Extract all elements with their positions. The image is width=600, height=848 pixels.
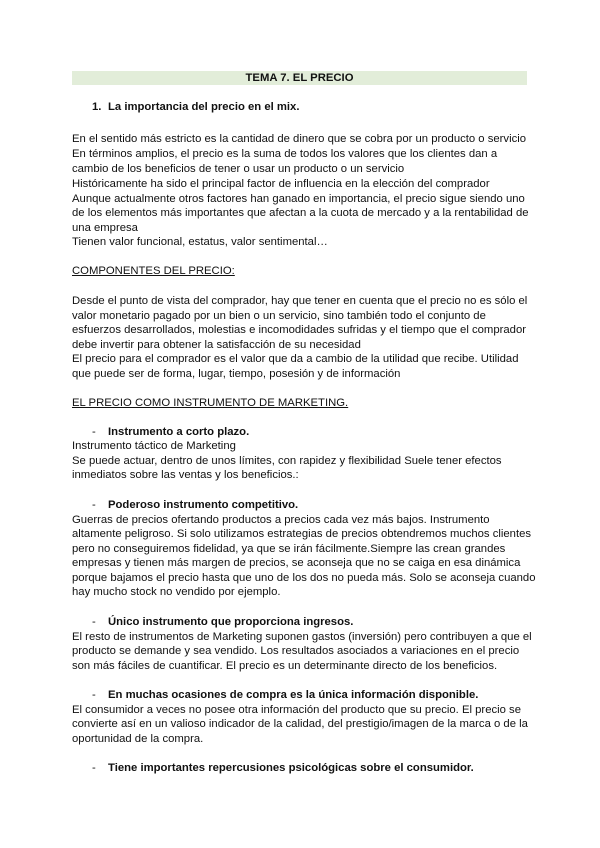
paragraph-line: debe invertir para obtener la satisfacción de su necesidad <box>72 339 361 351</box>
paragraph-line: inmediatos sobre las ventas y los beneficios.: <box>72 469 299 481</box>
paragraph-line: empresas y tienen más margen de precios, se aconseja que no se caiga en esa dinámica <box>72 557 521 569</box>
paragraph-line: son más fáciles de cuantificar. El precio es un determinante directo de los beneficios. <box>72 660 498 672</box>
section-heading: La importancia del precio en el mix. <box>108 101 300 113</box>
paragraph-line: convierte así en un valioso indicador de la calidad, del prestigio/imagen de la marca o de la <box>72 718 528 730</box>
paragraph-line: En términos amplios, el precio es la suma de todos los valores que los clientes dan a <box>72 148 498 160</box>
paragraph-line: producto se demande y sea vendido. Los resultados asociados a variaciones en el precio <box>72 645 520 657</box>
bullet-title: En muchas ocasiones de compra es la única información disponible. <box>108 689 479 701</box>
bullet-dash: - <box>92 426 96 438</box>
paragraph-line: Se puede actuar, dentro de unos límites, con rapidez y flexibilidad Suele tener efectos <box>72 455 502 467</box>
bullet-dash: - <box>92 689 96 701</box>
bullet-dash: - <box>92 762 96 774</box>
paragraph-line: porque bajamos el precio hasta que uno de los dos no pueda más. Solo se aconseja cuando <box>72 572 536 584</box>
paragraph-line: cambio de los beneficios de tener o usar un producto o un servicio <box>72 163 405 175</box>
paragraph-line: oportunidad de la compra. <box>72 733 204 745</box>
paragraph-line: hay mucho stock no vendido por ejemplo. <box>72 586 281 598</box>
paragraph-line: Desde el punto de vista del comprador, hay que tener en cuenta que el precio no es sólo el <box>72 295 528 307</box>
componentes-heading: COMPONENTES DEL PRECIO: <box>72 265 235 277</box>
marketing-heading: EL PRECIO COMO INSTRUMENTO DE MARKETING. <box>72 397 349 409</box>
paragraph-line: valor monetario pagado por un bien o un servicio, sino también todo el conjunto de <box>72 310 486 322</box>
paragraph-line: una empresa <box>72 222 138 234</box>
bullet-title: Tiene importantes repercusiones psicológicas sobre el consumidor. <box>108 762 474 774</box>
paragraph-line: pero no conseguiremos fidelidad, ya que se irán fácilmente.Siempre las crean grandes <box>72 543 506 555</box>
paragraph-line: que puede ser de forma, lugar, tiempo, posesión y de información <box>72 368 401 380</box>
paragraph-line: En el sentido más estricto es la cantidad de dinero que se cobra por un producto o servicio <box>72 133 527 145</box>
paragraph-line: altamente peligroso. Si solo utilizamos estrategias de precios obtendremos muchos clientes <box>72 528 532 540</box>
bullet-title: Instrumento a corto plazo. <box>108 426 250 438</box>
paragraph-line: Tienen valor funcional, estatus, valor sentimental… <box>72 236 328 248</box>
paragraph-line: El resto de instrumentos de Marketing suponen gastos (inversión) pero contribuyen a que el <box>72 631 532 643</box>
section-number: 1. <box>92 101 102 113</box>
bullet-title: Único instrumento que proporciona ingresos. <box>108 616 354 628</box>
paragraph-line: Guerras de precios ofertando productos a precios cada vez más bajos. Instrumento <box>72 514 490 526</box>
page-title: TEMA 7. EL PRECIO <box>72 71 527 85</box>
paragraph-line: Históricamente ha sido el principal factor de influencia en la elección del comprador <box>72 178 490 190</box>
paragraph-line: El consumidor a veces no posee otra información del producto que su precio. El precio se <box>72 704 521 716</box>
paragraph-line: El precio para el comprador es el valor que da a cambio de la utilidad que recibe. Utilidad <box>72 353 519 365</box>
paragraph-line: Instrumento táctico de Marketing <box>72 440 236 452</box>
paragraph-line: de los elementos más importantes que afectan a la cuota de mercado y a la rentabilidad de <box>72 207 529 219</box>
bullet-dash: - <box>92 616 96 628</box>
bullet-title: Poderoso instrumento competitivo. <box>108 499 299 511</box>
paragraph-line: Aunque actualmente otros factores han ganado en importancia, el precio sigue siendo uno <box>72 193 525 205</box>
bullet-dash: - <box>92 499 96 511</box>
paragraph-line: esfuerzos desarrollados, molestias e incomodidades sufridas y el tiempo que el comprador <box>72 324 526 336</box>
